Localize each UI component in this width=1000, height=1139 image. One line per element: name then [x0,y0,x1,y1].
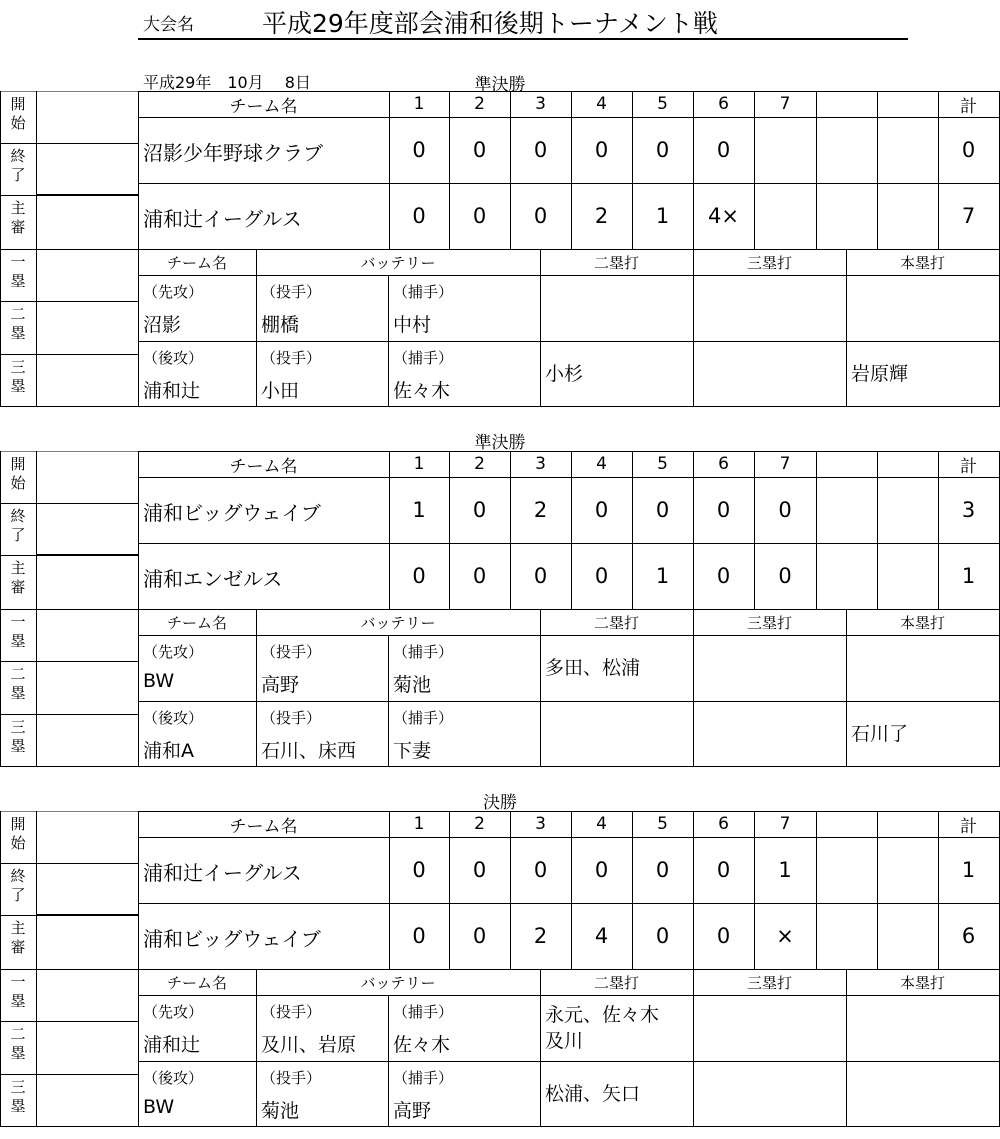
tournament-label: 大会名 [143,15,194,35]
inning-score: 0 [412,858,426,882]
inning-header: 7 [779,94,791,114]
pitcher-label: （投手） [261,1069,322,1087]
total-score: 1 [961,564,976,588]
side-label-second [0,1025,36,1063]
team-column-header: チーム名 [229,96,298,117]
pitcher-name: 棚橋 [261,314,300,336]
inning-header: 5 [657,94,668,114]
inning-score: 0 [594,498,609,522]
homers-header: 本塁打 [899,613,945,632]
inning-score: 1 [655,204,670,228]
catcher-label: （捕手） [393,1069,454,1087]
triples-header: 三塁打 [746,613,792,632]
side-label-char: 三 [10,358,26,376]
inning-score: 2 [533,498,548,522]
side-label-char: 塁 [10,992,26,1010]
attack-order-label: （後攻） [143,1069,204,1087]
side-label-start [0,815,36,853]
catcher-label: （捕手） [393,643,454,661]
total-score: 1 [961,858,976,882]
inning-header: 5 [657,814,668,834]
pitcher-label: （投手） [261,643,322,661]
inning-score [877,183,938,249]
side-label-char: 審 [10,938,26,956]
inning-header: 1 [413,814,425,834]
side-label-char: 塁 [10,272,26,290]
pitcher-name: 高野 [261,674,300,696]
attack-order-label: （先攻） [143,643,204,661]
inning-header: 1 [413,94,425,114]
catcher-name: 佐々木 [393,1034,451,1056]
game-date: 平成29年 10月 8日 [143,73,311,92]
side-label-char: 開 [10,95,26,113]
inning-score: 0 [412,924,426,948]
side-label-char: 二 [10,665,26,683]
side-label-char: 塁 [10,1097,26,1115]
pitcher-label: （投手） [261,283,322,301]
team-name: 沼影少年野球クラブ [143,141,323,165]
inning-score: 0 [472,138,487,162]
inning-score [816,183,877,249]
battery-header: バッテリー [360,973,436,992]
side-label-char: 開 [10,455,26,473]
inning-header: 6 [718,94,729,114]
homers-header: 本塁打 [899,253,945,272]
side-label-char: 了 [10,886,26,904]
round-label: 決勝 [483,793,517,813]
team-column-header: チーム名 [166,613,227,632]
inning-score: 2 [594,204,609,228]
homers-players [851,275,999,341]
inning-score [877,903,938,969]
side-label-char: 二 [10,305,26,323]
side-label-first [0,973,36,1011]
inning-score [816,117,877,183]
inning-header: 3 [535,814,546,834]
inning-score: 0 [412,138,426,162]
battery-team: BW [143,670,175,692]
side-label-umpire [0,559,36,597]
side-label-start [0,95,36,133]
inning-score: 0 [716,138,731,162]
inning-header: 3 [535,94,546,114]
attack-order-label: （先攻） [143,283,204,301]
side-label-second [0,665,36,703]
doubles-players [545,275,693,341]
inning-score: 0 [533,564,548,588]
catcher-name: 中村 [393,314,432,336]
side-label-char: 塁 [10,737,26,755]
battery-team: 沼影 [143,314,182,336]
homers-players: 石川了 [851,723,909,745]
triples-players [698,701,846,767]
inning-header [816,811,877,837]
side-label-start [0,455,36,493]
inning-score [754,117,816,183]
inning-score [877,543,938,609]
inning-score: 1 [655,564,670,588]
homers-header: 本塁打 [899,973,945,992]
side-label-char: 審 [10,218,26,236]
pitcher-name: 菊池 [261,1100,300,1122]
inning-header: 2 [474,814,485,834]
team-name: 浦和辻イーグルス [143,861,302,885]
inning-header: 6 [718,454,729,474]
inning-score: 0 [412,204,426,228]
battery-team: 浦和辻 [143,380,201,402]
inning-score: 0 [472,858,487,882]
side-label-char: 塁 [10,684,26,702]
triples-header: 三塁打 [746,973,792,992]
side-label-char: 塁 [10,632,26,650]
catcher-label: （捕手） [393,709,454,727]
inning-header [877,91,938,117]
total-header: 計 [960,816,977,837]
team-name: 浦和ビッグウェイブ [143,927,321,951]
side-label-third [0,1078,36,1116]
inning-score [877,117,938,183]
scoresheet-semifinal-1 [0,91,1000,407]
side-label-first [0,613,36,651]
side-label-char: 始 [10,114,26,132]
side-label-char: 開 [10,815,26,833]
side-label-char: 三 [10,718,26,736]
inning-score: 0 [778,498,792,522]
side-label-third [0,358,36,396]
doubles-players: 多田、松浦 [545,657,641,679]
pitcher-name: 小田 [261,380,300,402]
total-score: 0 [961,138,976,162]
inning-score: 0 [716,498,731,522]
side-label-char: 三 [10,1078,26,1096]
inning-score: 0 [594,564,609,588]
doubles-players: 小杉 [545,363,584,385]
triples-players [698,275,846,341]
tournament-title: 平成29年度部会浦和後期トーナメント戦 [262,9,718,38]
inning-score [877,477,938,543]
catcher-label: （捕手） [393,1003,454,1021]
inning-score [816,837,877,903]
inning-header: 7 [779,454,791,474]
catcher-name: 佐々木 [393,380,451,402]
side-label-char: 主 [10,199,26,217]
inning-score: 0 [655,498,670,522]
side-label-char: 終 [10,147,26,165]
side-label-char: 終 [10,507,26,525]
inning-score: 0 [594,138,609,162]
doubles-players: 松浦、矢口 [545,1083,641,1105]
side-label-char: 主 [10,919,26,937]
side-label-char: 塁 [10,377,26,395]
side-label-char: 始 [10,474,26,492]
pitcher-name: 石川、床西 [261,740,357,762]
inning-score: 4× [708,204,739,228]
attack-order-label: （後攻） [143,709,204,727]
title-underline [138,38,908,40]
inning-score: 0 [533,858,548,882]
inning-score: × [776,924,794,948]
inning-header: 3 [535,454,546,474]
inning-header [816,451,877,477]
team-column-header: チーム名 [166,253,227,272]
side-label-char: 審 [10,578,26,596]
side-label-char: 終 [10,867,26,885]
inning-header [877,811,938,837]
inning-score [816,477,877,543]
doubles-players: 永元、佐々木 及川 [545,1004,660,1052]
side-label-char: 主 [10,559,26,577]
inning-score: 0 [533,204,548,228]
doubles-players [545,701,693,767]
homers-players [851,1061,999,1127]
pitcher-name: 及川、岩原 [261,1034,357,1056]
side-label-umpire [0,919,36,957]
catcher-label: （捕手） [393,283,454,301]
inning-header: 2 [474,454,485,474]
catcher-name: 高野 [393,1100,432,1122]
team-name: 浦和エンゼルス [143,567,283,591]
scoresheet-final [0,811,1000,1127]
inning-score: 0 [472,498,487,522]
total-score: 7 [961,204,976,228]
total-header: 計 [960,456,977,477]
catcher-name: 下妻 [393,740,432,762]
inning-score: 0 [472,924,487,948]
inning-header: 4 [596,814,607,834]
inning-score: 1 [778,858,792,882]
side-label-char: 了 [10,526,26,544]
doubles-header: 二塁打 [593,253,639,272]
inning-score [754,183,816,249]
inning-score: 0 [716,564,731,588]
side-label-char: 一 [10,973,26,991]
inning-header [816,91,877,117]
triples-players [698,341,846,407]
inning-header: 4 [596,454,607,474]
doubles-header: 二塁打 [593,973,639,992]
homers-players [851,635,999,701]
inning-score: 0 [655,924,670,948]
total-score: 6 [961,924,976,948]
pitcher-label: （投手） [261,1003,322,1021]
inning-score [877,837,938,903]
inning-score [816,903,877,969]
team-name: 浦和ビッグウェイブ [143,501,321,525]
side-label-char: 二 [10,1025,26,1043]
team-column-header: チーム名 [229,456,298,477]
total-header: 計 [960,96,977,117]
inning-header: 7 [779,814,791,834]
inning-score [816,543,877,609]
battery-header: バッテリー [360,253,436,272]
inning-score: 1 [412,498,426,522]
triples-header: 三塁打 [746,253,792,272]
inning-header: 1 [413,454,425,474]
round-label: 準決勝 [474,433,526,453]
side-label-char: 一 [10,613,26,631]
inning-score: 2 [533,924,548,948]
inning-score: 0 [472,564,487,588]
inning-score: 0 [655,858,670,882]
side-label-first [0,253,36,291]
battery-team: 浦和辻 [143,1034,201,1056]
side-label-second [0,305,36,343]
battery-header: バッテリー [360,613,436,632]
battery-team: BW [143,1096,175,1118]
side-label-third [0,718,36,756]
round-label: 準決勝 [474,75,526,95]
side-label-char: 一 [10,253,26,271]
catcher-name: 菊池 [393,674,432,696]
side-label-end [0,867,36,905]
team-name: 浦和辻イーグルス [143,207,302,231]
team-column-header: チーム名 [229,816,298,837]
total-score: 3 [961,498,976,522]
pitcher-label: （投手） [261,709,322,727]
battery-team: 浦和A [143,740,194,762]
triples-players [698,1061,846,1127]
inning-score: 0 [533,138,548,162]
inning-score: 0 [716,924,731,948]
inning-score: 0 [412,564,426,588]
scoresheet-semifinal-2 [0,451,1000,767]
attack-order-label: （先攻） [143,1003,204,1021]
side-label-char: 始 [10,834,26,852]
inning-header: 6 [718,814,729,834]
triples-players [698,995,846,1061]
homers-players [851,995,999,1061]
side-label-umpire [0,199,36,237]
inning-score: 0 [472,204,487,228]
attack-order-label: （後攻） [143,349,204,367]
side-label-char: 塁 [10,324,26,342]
catcher-label: （捕手） [393,349,454,367]
triples-players [698,635,846,701]
inning-score: 0 [655,138,670,162]
side-label-end [0,507,36,545]
pitcher-label: （投手） [261,349,322,367]
inning-header: 2 [474,94,485,114]
team-column-header: チーム名 [166,973,227,992]
inning-score: 0 [594,858,609,882]
inning-header: 4 [596,94,607,114]
side-label-end [0,147,36,185]
doubles-header: 二塁打 [593,613,639,632]
inning-score: 4 [594,924,609,948]
side-label-char: 了 [10,166,26,184]
inning-header [877,451,938,477]
homers-players: 岩原輝 [851,363,909,385]
inning-score: 0 [778,564,792,588]
inning-score: 0 [716,858,731,882]
inning-header: 5 [657,454,668,474]
side-label-char: 塁 [10,1044,26,1062]
